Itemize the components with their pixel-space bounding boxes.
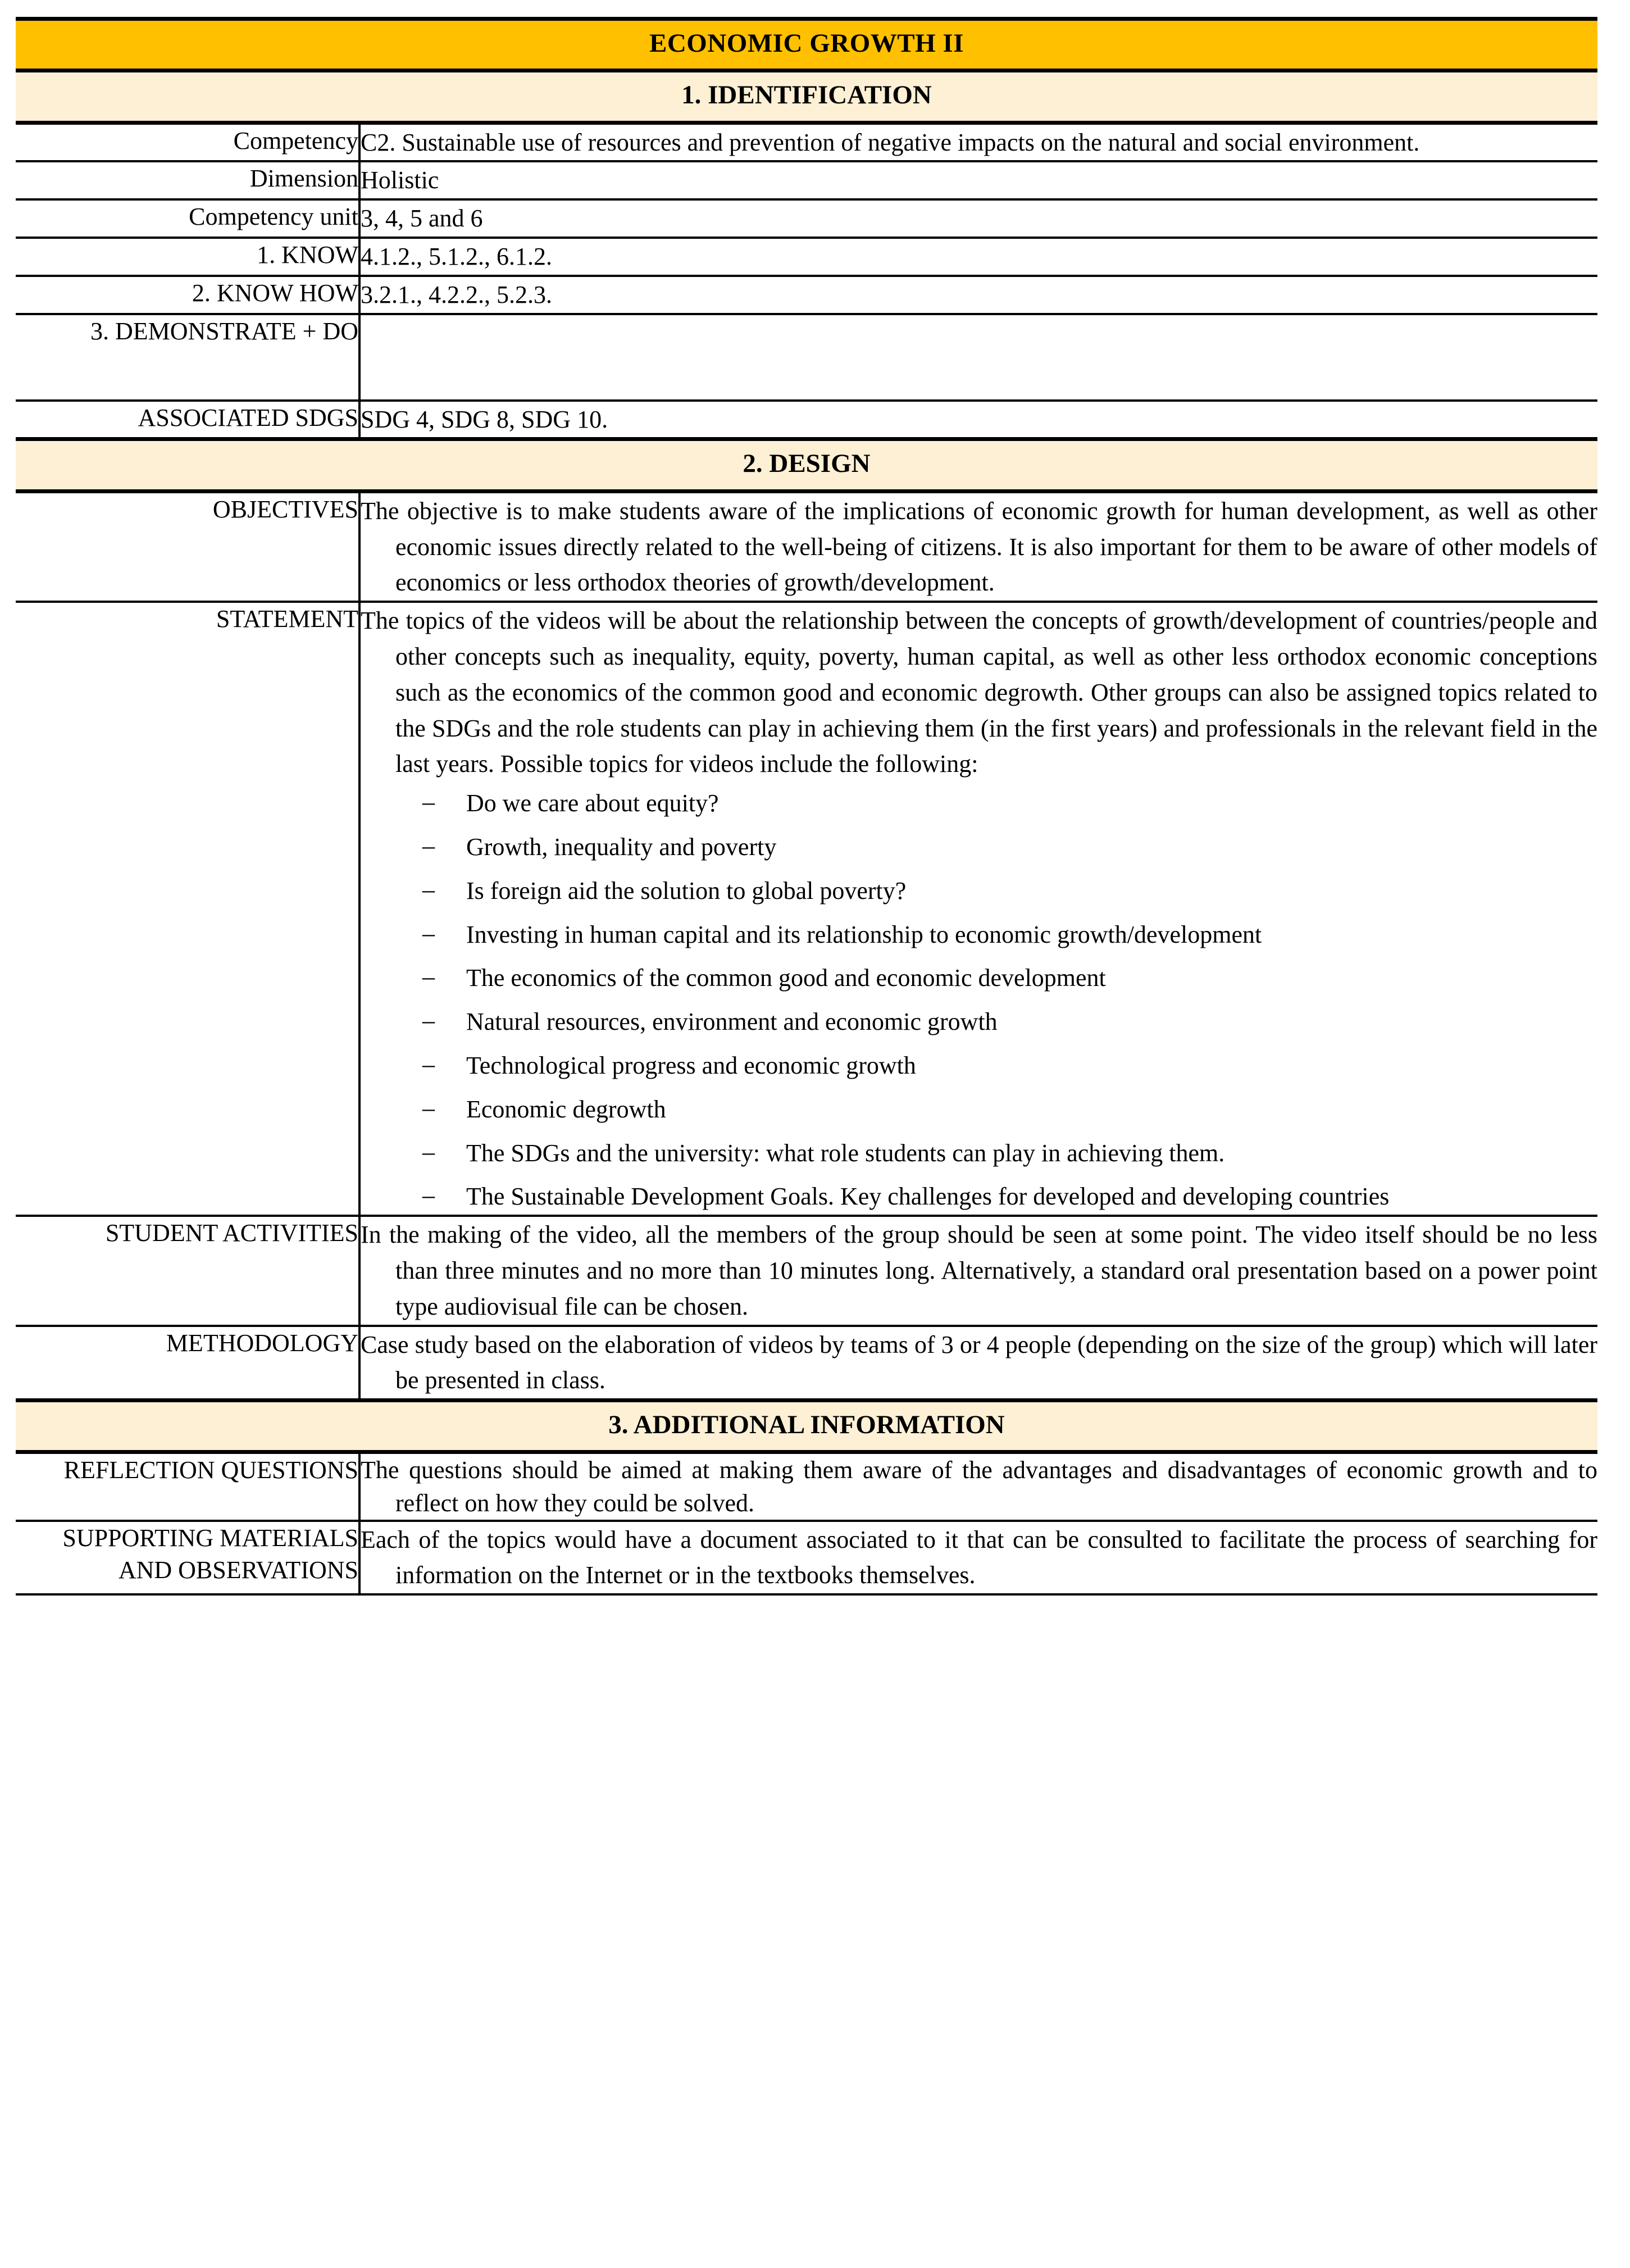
row-label-competency: Competency	[16, 122, 359, 161]
dash-bullet-icon: –	[422, 1007, 435, 1035]
table-row	[16, 1521, 1597, 1595]
row-value-reflection-questions	[359, 1452, 1597, 1521]
dash-bullet-icon: –	[422, 919, 435, 947]
table-row	[16, 491, 1597, 602]
row-value-associated-sdgs	[359, 401, 1597, 439]
row-label-methodology: METHODOLOGY	[16, 1326, 359, 1401]
list-item-label: Natural resources, environment and economic growth	[466, 1008, 998, 1036]
row-value-know	[359, 238, 1597, 276]
table-row	[16, 161, 1597, 199]
row-value-competency	[359, 122, 1597, 161]
dash-bullet-icon: –	[422, 1094, 435, 1122]
row-value-text: SDG 4, SDG 8, SDG 10.	[361, 405, 608, 433]
row-value-statement	[359, 602, 1597, 1216]
dash-bullet-icon: –	[422, 788, 435, 816]
page-title: ECONOMIC GROWTH II	[16, 19, 1597, 71]
list-item	[422, 1179, 1597, 1215]
dash-bullet-icon: –	[422, 963, 435, 991]
row-value-text: 4.1.2., 5.1.2., 6.1.2.	[361, 243, 552, 271]
topic-list	[361, 785, 1597, 1215]
table-row	[16, 602, 1597, 1216]
list-item-label: Do we care about equity?	[466, 789, 719, 817]
row-value-supporting-materials	[359, 1521, 1597, 1595]
row-value-methodology	[359, 1326, 1597, 1401]
row-value-text: The objective is to make students aware of the implications of economic growth for human development, as well as other economic issues directly related to the well-being of citizens. It is also important for them to be aware of other models of economics or less orthodox theories of growth/development.	[361, 497, 1597, 597]
dash-bullet-icon: –	[422, 1050, 435, 1078]
row-value-text: The questions should be aimed at making them aware of the advantages and disadvantages of economic growth and to reflect on how they could be solved.	[361, 1456, 1597, 1517]
row-label-statement: STATEMENT	[16, 602, 359, 1216]
row-value-text: Each of the topics would have a document associated to it that can be consulted to facilitate the process of searching for information on the Internet or in the textbooks themselves.	[361, 1525, 1597, 1589]
list-item-label: Investing in human capital and its relationship to economic growth/development	[466, 920, 1262, 948]
statement-text: The topics of the videos will be about the relationship between the concepts of growth/development of countries/people and other concepts such as inequality, equity, poverty, human capital, as well as other less orthodox economic conceptions such as the economics of the common good and economic degrowth. Other groups can also be assigned topics related to the SDGs and the role students can play in achieving them (in the first years) and professionals in the relevant field in the last years. Possible topics for videos include the following:	[361, 607, 1597, 778]
list-item-label: The economics of the common good and economic development	[466, 964, 1106, 992]
section-heading-label: 2. DESIGN	[16, 439, 1597, 491]
empty-value-placeholder	[361, 315, 1597, 399]
row-label-reflection-questions: REFLECTION QUESTIONS	[16, 1452, 359, 1521]
list-item	[422, 1048, 1597, 1084]
row-label-competency-unit: Competency unit	[16, 199, 359, 238]
table-row	[16, 1452, 1597, 1521]
row-value-text: 3, 4, 5 and 6	[361, 204, 483, 233]
row-value-student-activities	[359, 1216, 1597, 1325]
dash-bullet-icon: –	[422, 1181, 435, 1210]
row-label-objectives: OBJECTIVES	[16, 491, 359, 602]
section-heading-design	[16, 439, 1597, 491]
dash-bullet-icon: –	[422, 875, 435, 903]
row-value-text: 3.2.1., 4.2.2., 5.2.3.	[361, 280, 552, 308]
table-row	[16, 1326, 1597, 1401]
row-value-objectives	[359, 491, 1597, 602]
table-row	[16, 1216, 1597, 1325]
table-row	[16, 238, 1597, 276]
dash-bullet-icon: –	[422, 1138, 435, 1166]
row-label-student-activities: STUDENT ACTIVITIES	[16, 1216, 359, 1325]
row-value-text: C2. Sustainable use of resources and prevention of negative impacts on the natural and social environment.	[361, 128, 1420, 156]
list-item-label: The Sustainable Development Goals. Key challenges for developed and developing countries	[466, 1183, 1390, 1211]
dash-bullet-icon: –	[422, 831, 435, 860]
table-row	[16, 276, 1597, 314]
row-label-know: 1. KNOW	[16, 238, 359, 276]
list-item	[422, 1004, 1597, 1040]
row-value-text: Holistic	[361, 166, 439, 194]
section-heading-identification	[16, 71, 1597, 122]
list-item-label: Technological progress and economic growth	[466, 1051, 916, 1079]
row-value-demonstrate-do	[359, 314, 1597, 401]
list-item-label: Economic degrowth	[466, 1095, 666, 1123]
row-label-know-how: 2. KNOW HOW	[16, 276, 359, 314]
list-item-label: Growth, inequality and poverty	[466, 833, 777, 861]
section-heading-additional-information	[16, 1401, 1597, 1452]
competency-sheet-table	[16, 17, 1597, 1596]
section-heading-label: 1. IDENTIFICATION	[16, 71, 1597, 122]
row-value-know-how	[359, 276, 1597, 314]
table-row	[16, 314, 1597, 401]
list-item	[422, 917, 1597, 953]
row-value-text: In the making of the video, all the members of the group should be seen at some point. The video itself should be no less than three minutes and no more than 10 minutes long. Alternatively, a standard oral presentation based on a power point type audiovisual file can be chosen.	[361, 1221, 1597, 1320]
list-item-label: Is foreign aid the solution to global poverty?	[466, 876, 907, 905]
list-item	[422, 1135, 1597, 1171]
row-label-associated-sdgs: ASSOCIATED SDGS	[16, 401, 359, 439]
row-label-demonstrate-do: 3. DEMONSTRATE + DO	[16, 314, 359, 401]
row-label-supporting-materials: SUPPORTING MATERIALS AND OBSERVATIONS	[16, 1521, 359, 1595]
document-title-banner	[16, 19, 1597, 71]
row-value-competency-unit	[359, 199, 1597, 238]
list-item	[422, 1092, 1597, 1128]
row-value-dimension	[359, 161, 1597, 199]
list-item	[422, 873, 1597, 909]
list-item	[422, 785, 1597, 821]
table-row	[16, 401, 1597, 439]
list-item-label: The SDGs and the university: what role students can play in achieving them.	[466, 1139, 1225, 1167]
list-item	[422, 829, 1597, 865]
row-value-text: Case study based on the elaboration of videos by teams of 3 or 4 people (depending on the size of the group) which will later be presented in class.	[361, 1330, 1597, 1394]
table-row	[16, 199, 1597, 238]
list-item	[422, 960, 1597, 996]
page-bottom-spacer	[16, 1596, 1614, 1663]
section-heading-label: 3. ADDITIONAL INFORMATION	[16, 1401, 1597, 1452]
table-row	[16, 122, 1597, 161]
row-label-dimension: Dimension	[16, 161, 359, 199]
